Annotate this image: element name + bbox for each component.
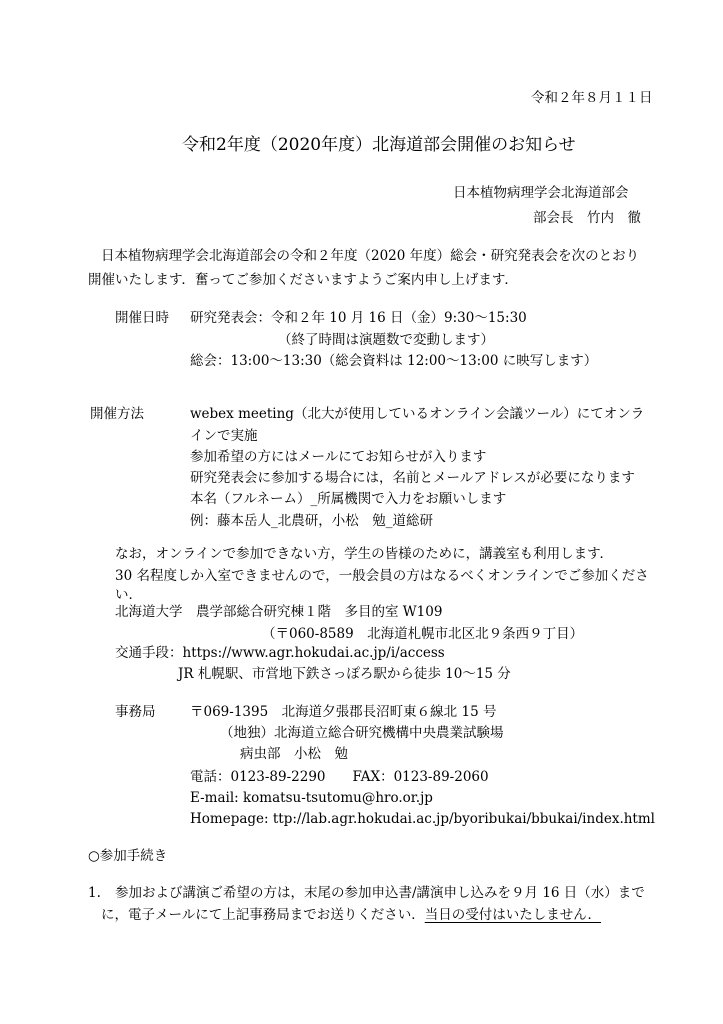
method-line: インで実施 <box>190 428 258 444</box>
office-line: 病虫部 小松 勉 <box>240 746 348 762</box>
method-label: 開催方法 <box>90 406 144 422</box>
sender-organization: 日本植物病理学会北海道部会 <box>453 185 629 201</box>
procedure-heading: ○参加手続き <box>88 848 168 864</box>
page-title: 令和2年度（2020年度）北海道部会開催のお知らせ <box>182 135 576 155</box>
procedure-item-line <box>101 909 601 923</box>
method-line: 例：藤本岳人_北農研，小松 勉_道総研 <box>190 513 433 529</box>
office-homepage: Homepage: ttp://lab.agr.hokudai.ac.jp/byoribukai/bbukai/index.html <box>190 811 655 827</box>
schedule-line: 研究発表会：令和２年 10 月 16 日（金）9:30～15:30 <box>190 310 527 326</box>
office-line: （地独）北海道立総合研究機構中央農業試験場 <box>220 725 504 741</box>
procedure-item-emphasis: 当日の受付はいたしません． <box>424 907 602 923</box>
schedule-line: （終了時間は演題数で変動します） <box>278 332 494 348</box>
method-line: 研究発表会に参加する場合には，名前とメールアドレスが必要になります <box>190 470 635 486</box>
venue-line: 北海道大学 農学部総合研究棟１階 多目的室 W109 <box>115 604 443 620</box>
note-line: い． <box>115 587 142 603</box>
schedule-label: 開催日時 <box>115 310 169 326</box>
document-date: 令和２年８月１１日 <box>531 90 653 106</box>
intro-line: 開催いたします．奮ってご参加くださいますようご案内申し上げます． <box>88 272 518 288</box>
procedure-item-line: 参加および講演ご希望の方は，末尾の参加申込書/講演申し込みを９月 16 日（水）まで <box>115 885 645 901</box>
note-line: 30 名程度しか入室できませんので，一般会員の方はなるべくオンラインでご参加くださ <box>115 568 649 584</box>
transport-line: 交通手段：https://www.agr.hokudai.ac.jp/i/access <box>115 645 445 661</box>
venue-address: （〒060-8589 北海道札幌市北区北９条西９丁目） <box>262 626 584 642</box>
office-email: E-mail: komatsu-tsutomu@hro.or.jp <box>190 790 433 806</box>
procedure-item-text: に，電子メールにて上記事務局までお送りください． <box>101 907 425 923</box>
sender-person: 部会長 竹内 徹 <box>533 210 641 226</box>
method-line: 参加希望の方にはメールにてお知らせが入ります <box>190 449 487 465</box>
method-line: 本名（フルネーム）_所属機関で入力をお願いします <box>190 491 507 507</box>
transport-line: JR 札幌駅、市営地下鉄さっぽろ駅から徒歩 10～15 分 <box>178 666 511 682</box>
intro-line: 日本植物病理学会北海道部会の令和２年度（2020 年度）総会・研究発表会を次のとおり <box>101 248 640 264</box>
method-line: webex meeting（北大が使用しているオンライン会議ツール）にてオンラ <box>190 406 645 422</box>
procedure-item-number: 1. <box>88 885 101 901</box>
office-line: 〒069-1395 北海道夕張郡長沼町東６線北 15 号 <box>190 704 497 720</box>
office-label: 事務局 <box>115 704 156 720</box>
office-phone-fax: 電話：0123-89-2290 FAX：0123-89-2060 <box>190 769 489 785</box>
schedule-line: 総会：13:00～13:30（総会資料は 12:00～13:00 に映写します） <box>190 353 598 369</box>
note-line: なお，オンラインで参加できない方，学生の皆様のために，講義室も利用します． <box>115 546 614 562</box>
